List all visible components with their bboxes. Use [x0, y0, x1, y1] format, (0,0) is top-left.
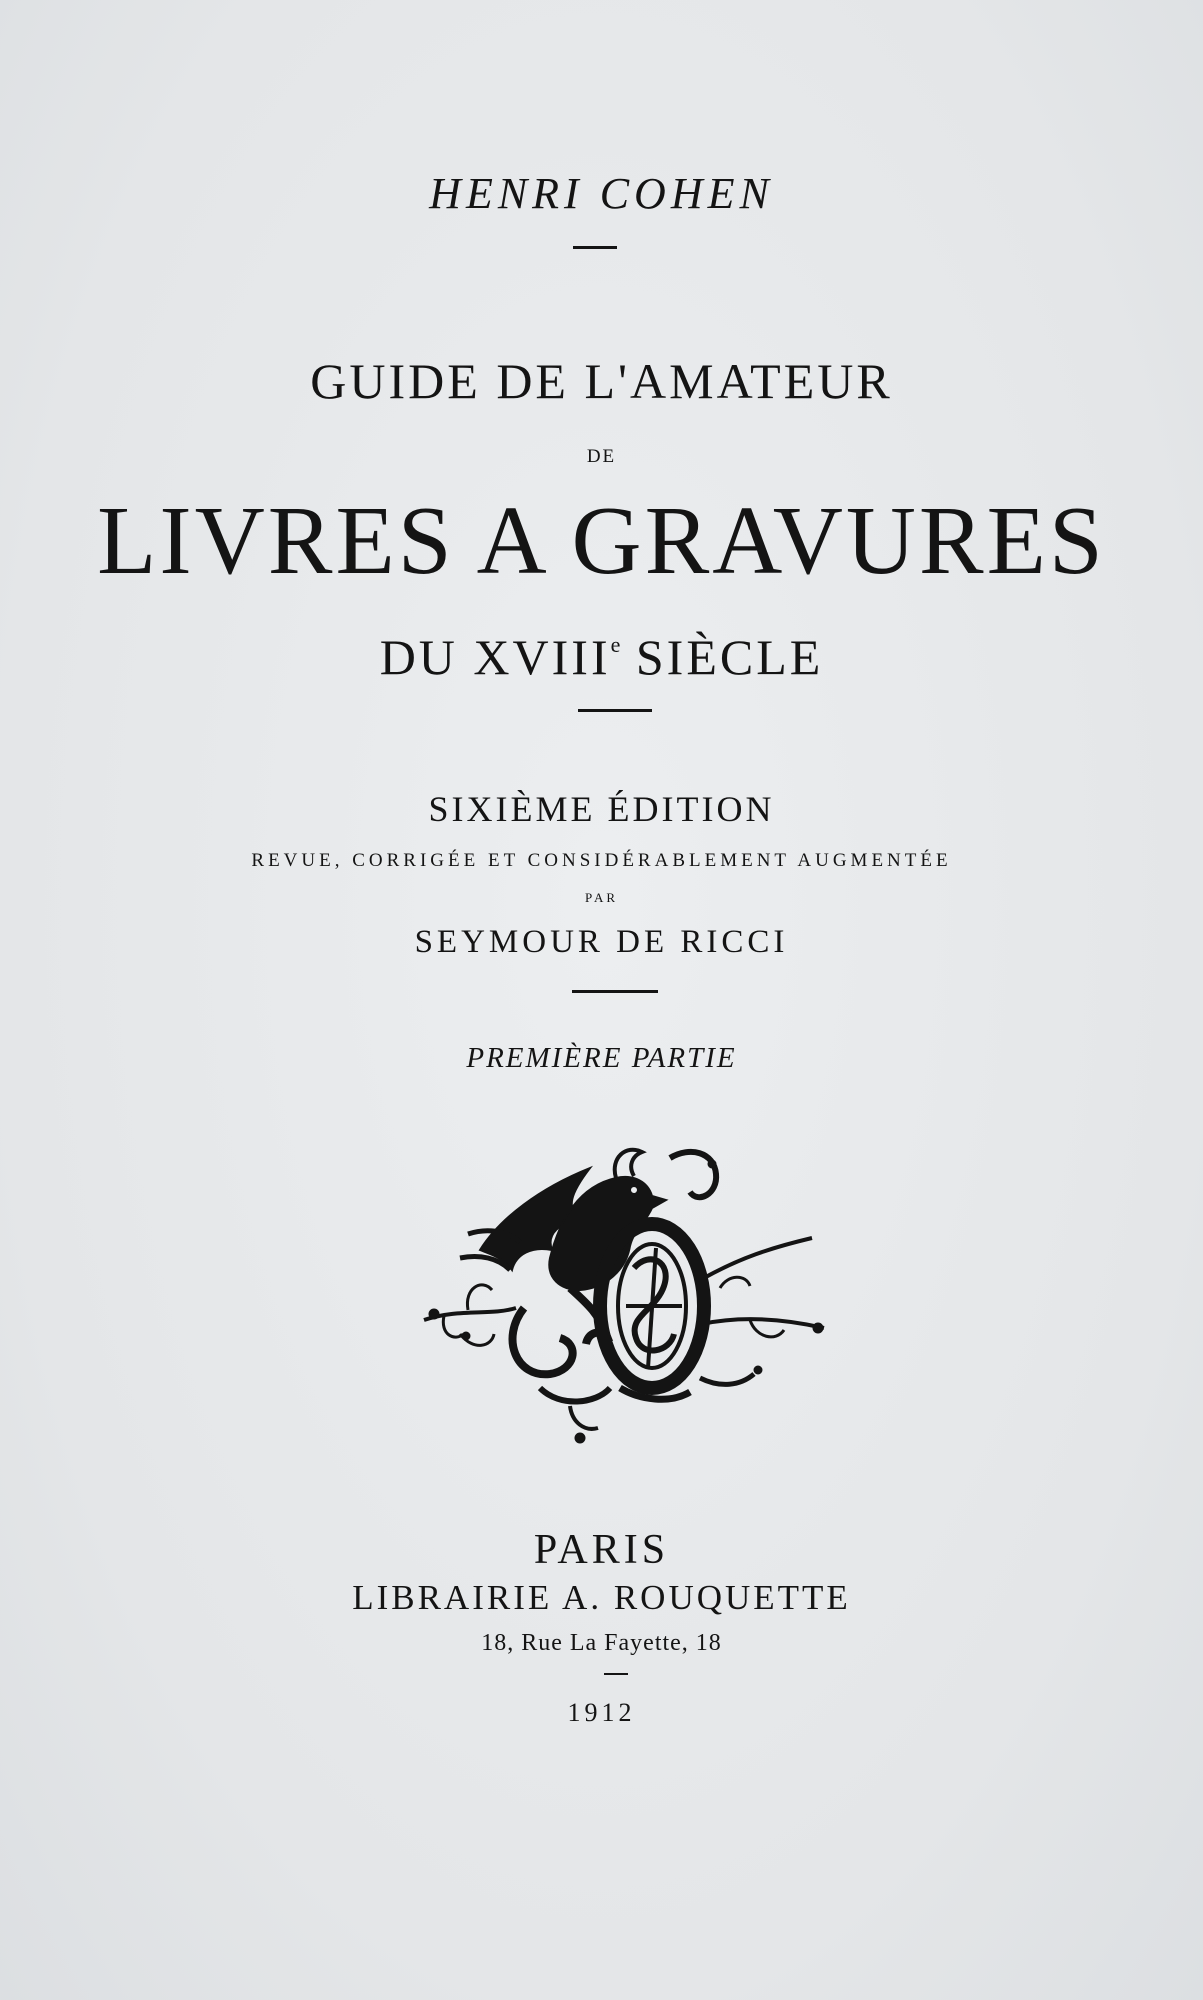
author-name: HENRI COHEN	[429, 169, 774, 218]
imprint-year: 1912	[567, 1698, 636, 1727]
title-connector: DE	[586, 446, 617, 467]
part-label: PREMIÈRE PARTIE	[466, 1042, 737, 1074]
title-line-1: GUIDE DE L'AMATEUR	[310, 353, 893, 409]
century-prefix: DU XVIII	[379, 629, 611, 685]
imprint-publisher: LIBRAIRIE A. ROUQUETTE	[352, 1578, 851, 1617]
imprint-city: PARIS	[533, 1527, 670, 1573]
griffin-monogram-ornament-icon	[420, 1138, 830, 1450]
divider-rule	[578, 709, 652, 712]
title-century	[0, 628, 1203, 686]
imprint-address: 18, Rue La Fayette, 18	[481, 1630, 722, 1656]
main-title: LIVRES A GRAVURES	[97, 487, 1106, 594]
editor-name: SEYMOUR DE RICCI	[414, 924, 789, 960]
century-suffix: SIÈCLE	[620, 629, 824, 685]
edition-label: SIXIÈME ÉDITION	[428, 789, 775, 829]
divider-rule	[572, 990, 658, 993]
divider-rule	[573, 246, 617, 249]
revision-note: REVUE, CORRIGÉE ET CONSIDÉRABLEMENT AUGMENTÉE	[251, 850, 952, 871]
revision-par: PAR	[584, 890, 619, 905]
century-superscript: e	[610, 632, 621, 657]
divider-rule	[604, 1673, 628, 1675]
